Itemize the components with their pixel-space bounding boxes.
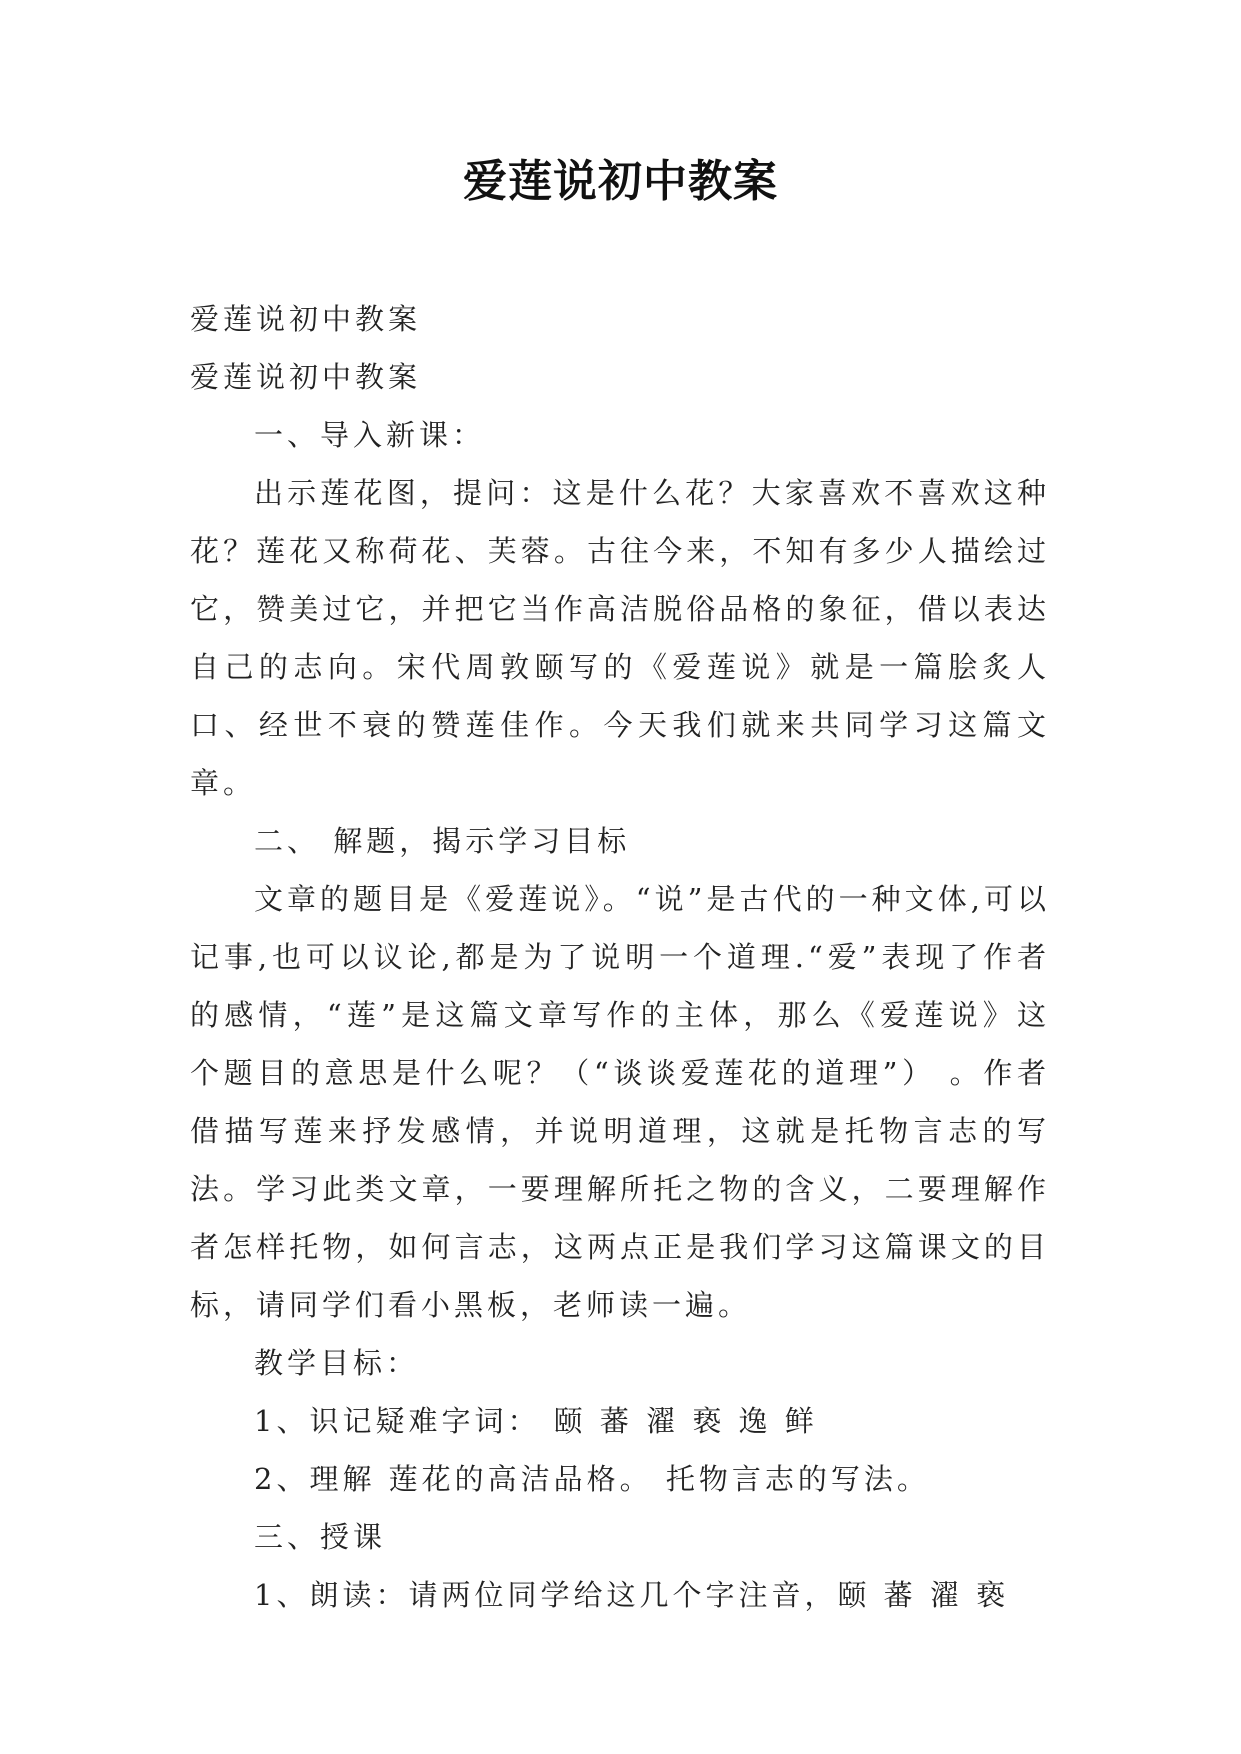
body-paragraph: 文章的题目是《爱莲说》。“说”是古代的一种文体,可以记事,也可以议论,都是为了说明一个道理.“爱”表现了作者的感情，“莲”是这篇文章写作的主体，那么《爱莲说》这个题目的意思是什么呢？（“谈谈爱莲花的道理”） 。作者借描写莲来抒发感情，并说明道理，这就是托物言志的写法。学习此类文章，一要理解所托之物的含义，二要理解作者怎样托物，如何言志，这两点正是我们学习这篇课文的目标，请同学们看小黑板，老师读一遍。 — [190, 882, 1050, 1322]
body-paragraph: 爱莲说初中教案 — [190, 302, 422, 336]
body-paragraph: 出示莲花图，提问：这是什么花？大家喜欢不喜欢这种花？莲花又称荷花、芙蓉。古往今来，不知有多少人描绘过它，赞美过它，并把它当作高洁脱俗品格的象征，借以表达自己的志向。宋代周敦颐写的《爱莲说》就是一篇脍炙人口、经世不衰的赞莲佳作。今天我们就来共同学习这篇文章。 — [190, 476, 1050, 800]
document-title: 爱莲说初中教案 — [463, 156, 778, 207]
document-body — [190, 290, 1050, 1624]
list-item: 1、朗读：请两位同学给这几个字注音，颐 蕃 濯 亵 — [254, 1578, 1010, 1612]
section-heading-topic: 二、 解题，揭示学习目标 — [254, 824, 631, 858]
body-paragraph: 爱莲说初中教案 — [190, 360, 422, 394]
section-heading-goals: 教学目标： — [254, 1346, 420, 1380]
section-heading-lesson: 三、授课 — [254, 1520, 387, 1554]
list-item: 2、理解 莲花的高洁品格。 托物言志的写法。 — [254, 1462, 930, 1496]
section-heading-intro: 一、导入新课： — [254, 418, 486, 452]
list-item: 1、识记疑难字词： 颐 蕃 濯 亵 逸 鲜 — [254, 1404, 818, 1438]
